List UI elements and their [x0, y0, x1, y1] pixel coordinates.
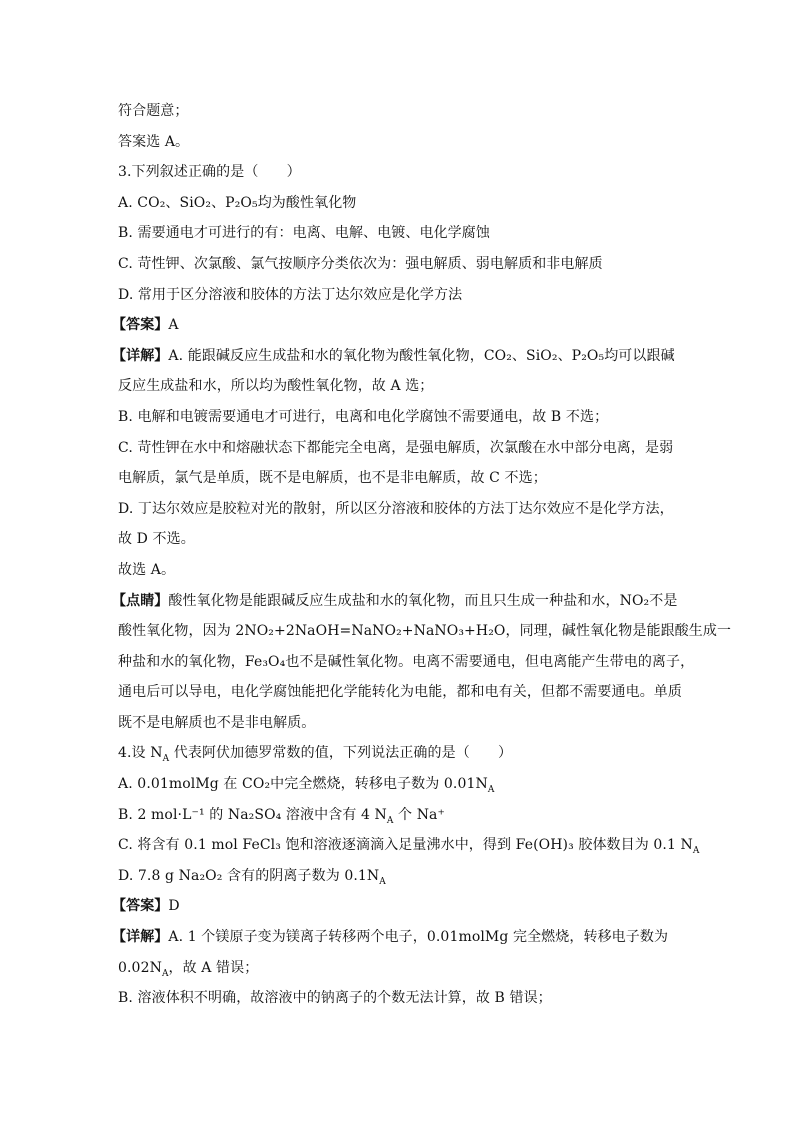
text-line: $0.02N_A$，故 A 错误； — [118, 959, 259, 979]
tip-label: 【点睛】 — [112, 592, 169, 609]
text-line: B. 溶液体积不明确，故溶液中的钠离子的个数无法计算，故 B 错误； — [118, 990, 552, 1007]
text-line: 答案选 A。 — [118, 133, 190, 150]
text-line: C. 苛性钾在水中和熔融状态下都能完全电离，是强电解质，次氯酸在水中部分电离，是弱 — [118, 439, 674, 456]
question-4-stem: 4.设 $N_A$ 代表阿伏加德罗常数的值，下列说法正确的是（ ） — [118, 745, 513, 765]
answer-label: 【答案】 — [112, 317, 169, 334]
text-line: 反应生成盐和水，所以均为酸性氧化物，故 A 选； — [118, 378, 434, 395]
question-3-option-d: D. 常用于区分溶液和胶体的方法丁达尔效应是化学方法 — [118, 286, 463, 303]
explanation-line: 【详解】A. 能跟碱反应生成盐和水的氧化物为酸性氧化物，CO₂、SiO₂、P₂O₅均可以跟碱 — [112, 347, 675, 364]
document-page — [112, 96, 732, 1014]
question-4-option-c: C. 将含有 0.1 mol FeCl₃ 饱和溶液逐滴滴入足量沸水中，得到 Fe(OH)₃ 胶体数目为 0.1 $N_A$ — [118, 837, 700, 857]
explanation-line: 【详解】A. 1 个镁原子变为镁离子转移两个电子，0.01molMg 完全燃烧，转移电子数为 — [112, 929, 669, 946]
text-line: 通电后可以导电，电化学腐蚀能把化学能转化为电能，都和电有关，但都不需要通电。单质 — [118, 684, 682, 701]
text-line: D. 丁达尔效应是胶粒对光的散射，所以区分溶液和胶体的方法丁达尔效应不是化学方法， — [118, 500, 674, 517]
question-3-option-c: C. 苛性钾、次氯酸、氯气按顺序分类依次为：强电解质、弱电解质和非电解质 — [118, 255, 603, 272]
explanation-label: 【详解】 — [112, 929, 169, 946]
text-line: 电解质，氯气是单质，既不是电解质，也不是非电解质，故 C 不选； — [118, 470, 547, 487]
text-line: 既不是电解质也不是非电解质。 — [118, 714, 316, 731]
answer-label: 【答案】 — [112, 898, 169, 915]
text-line: B. 电解和电镀需要通电才可进行，电离和电化学腐蚀不需要通电，故 B 不选； — [118, 408, 609, 425]
text-line: 故选 A。 — [118, 561, 176, 578]
question-3-option-b: B. 需要通电才可进行的有：电离、电解、电镀、电化学腐蚀 — [118, 225, 490, 242]
question-4-option-d: D. 7.8 g Na₂O₂ 含有的阴离子数为 $0.1N_A$ — [118, 867, 386, 887]
answer-line: 【答案】A — [112, 317, 179, 334]
text-line: 种盐和水的氧化物，Fe₃O₄也不是碱性氧化物。电离不需要通电，但电离能产生带电的离子， — [118, 653, 695, 670]
answer-line: 【答案】D — [112, 898, 180, 915]
explanation-label: 【详解】 — [112, 347, 169, 364]
text-line: 酸性氧化物，因为 2NO₂+2NaOH=NaNO₂+NaNO₃+H₂O，同理，碱性氧化物是能跟酸生成一 — [118, 623, 732, 640]
question-4-option-a: A. 0.01molMg 在 CO₂中完全燃烧，转移电子数为 $0.01N_A$ — [118, 776, 495, 795]
tip-line: 【点睛】酸性氧化物是能跟碱反应生成盐和水的氧化物，而且只生成一种盐和水，NO₂不是 — [112, 592, 678, 609]
text-line: 符合题意； — [118, 103, 189, 119]
question-4-option-b: B. 2 mol·L⁻¹ 的 Na₂SO₄ 溶液中含有 4 $N_A$ 个 Na⁺ — [118, 806, 445, 826]
text-line: 故 D 不选。 — [118, 531, 195, 548]
question-3-option-a: A. CO₂、SiO₂、P₂O₅均为酸性氧化物 — [118, 194, 357, 211]
question-3-stem: 3.下列叙述正确的是（ ） — [118, 164, 301, 181]
